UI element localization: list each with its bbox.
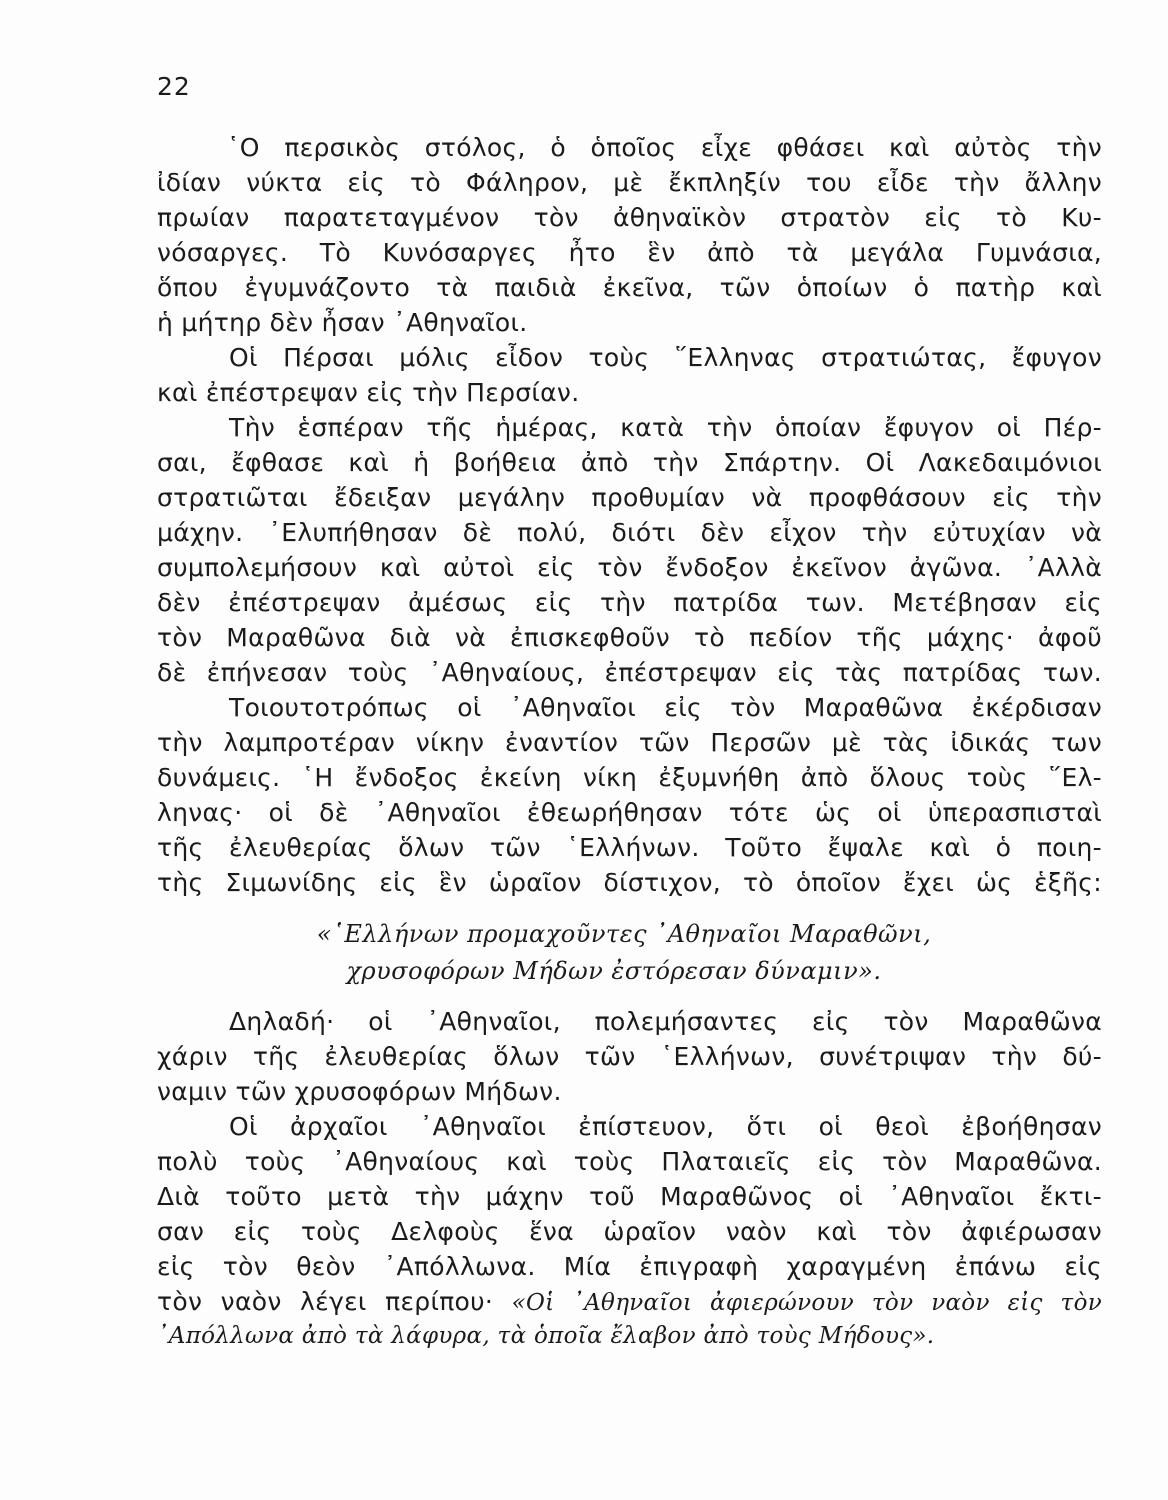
- text-line: Οἱ ἀρχαῖοι ᾿Αθηναῖοι ἐπίστευον, ὅτι οἱ θεοὶ ἐβοήθησαν: [229, 1112, 1102, 1141]
- text-line: σαν εἰς τοὺς Δελφοὺς ἕνα ὡραῖον ναὸν καὶ τὸν ἀφιέρωσαν: [157, 1217, 1102, 1246]
- verse-line-2: χρυσοφόρων Μήδων ἐστόρεσαν δύναμιν».: [346, 957, 882, 985]
- text-line: ὅπου ἐγυμνάζοντο τὰ παιδιὰ ἐκεῖνα, τῶν ὁποίων ὁ πατὴρ καὶ: [157, 273, 1102, 302]
- text-line: Δηλαδή· οἱ ᾿Αθηναῖοι, πολεμήσαντες εἰς τὸν Μαραθῶνα: [229, 1007, 1102, 1036]
- text-line: πολὺ τοὺς ᾿Αθηναίους καὶ τοὺς Πλαταιεῖς εἰς τὸν Μαραθῶνα.: [157, 1147, 1102, 1176]
- text-line: στρατιῶται ἔδειξαν μεγάλην προθυμίαν νὰ προφθάσουν εἰς τὴν: [157, 483, 1102, 512]
- text-line: μάχην. ᾿Ελυπήθησαν δὲ πολύ, διότι δὲν εἶχον τὴν εὐτυχίαν νὰ: [157, 518, 1102, 547]
- text-line: τὸν Μαραθῶνα διὰ νὰ ἐπισκεφθοῦν τὸ πεδίον τῆς μάχης· ἀφοῦ: [157, 623, 1102, 652]
- text-line: τὴς Σιμωνίδης εἰς ἓν ὡραῖον δίστιχον, τὸ ὁποῖον ἔχει ὡς ἑξῆς:: [157, 868, 1102, 897]
- text-line: δὲν ἐπέστρεψαν ἀμέσως εἰς τὴν πατρίδα των. Μετέβησαν εἰς: [157, 588, 1102, 617]
- text-line: Διὰ τοῦτο μετὰ τὴν μάχην τοῦ Μαραθῶνος οἱ ᾿Αθηναῖοι ἔκτι-: [157, 1182, 1102, 1211]
- text-line: νόσαργες. Τὸ Κυνόσαργες ἦτο ἓν ἀπὸ τὰ μεγάλα Γυμνάσια,: [157, 238, 1102, 267]
- quote-italic-start: «Οἱ ᾿Αθηναῖοι ἀφιερώνουν τὸν ναὸν εἰς τὸν: [511, 1290, 1102, 1316]
- verse-line-1: «῾Ελλήνων προμαχοῦντες ᾿Αθηναῖοι Μαραθῶνι,: [316, 920, 932, 948]
- text-line: ἡ μήτηρ δὲν ἦσαν ᾿Αθηναῖοι.: [157, 308, 528, 337]
- text-line: ληνας· οἱ δὲ ᾿Αθηναῖοι ἐθεωρήθησαν τότε ὡς οἱ ὑπερασπισταὶ: [157, 798, 1102, 827]
- text-line: χάριν τῆς ἐλευθερίας ὅλων τῶν ῾Ελλήνων, συνέτριψαν τὴν δύ-: [157, 1042, 1102, 1071]
- text-line-with-quote: [157, 1284, 1102, 1319]
- text-line: Οἱ Πέρσαι μόλις εἶδον τοὺς ῞Ελληνας στρατιώτας, ἔφυγον: [229, 343, 1102, 372]
- text-line: δὲ ἐπήνεσαν τοὺς ᾿Αθηναίους, ἐπέστρεψαν εἰς τὰς πατρίδας των.: [157, 658, 1102, 687]
- text-line: πρωίαν παρατεταγμένον τὸν ἀθηναϊκὸν στρατὸν εἰς τὸ Κυ-: [157, 203, 1102, 232]
- main-text-bottom: [157, 1004, 1102, 1354]
- quote-prefix: τὸν ναὸν λέγει περίπου·: [157, 1287, 494, 1316]
- text-line: σαι, ἔφθασε καὶ ἡ βοήθεια ἀπὸ τὴν Σπάρτην. Οἱ Λακεδαιμόνιοι: [157, 448, 1102, 477]
- text-line: δυνάμεις. ῾Η ἔνδοξος ἐκείνη νίκη ἐξυμνήθη ἀπὸ ὅλους τοὺς ῞Ελ-: [157, 763, 1102, 792]
- text-line: Τὴν ἑσπέραν τῆς ἡμέρας, κατὰ τὴν ὁποίαν ἔφυγον οἱ Πέρ-: [229, 413, 1102, 442]
- text-line: καὶ ἐπέστρεψαν εἰς τὴν Περσίαν.: [157, 378, 580, 407]
- quote-italic-end: ᾿Απόλλωνα ἀπὸ τὰ λάφυρα, τὰ ὁποῖα ἔλαβον ἀπὸ τοὺς Μήδους».: [157, 1323, 935, 1349]
- text-line: ἰδίαν νύκτα εἰς τὸ Φάληρον, μὲ ἔκπληξίν του εἶδε τὴν ἄλλην: [157, 168, 1102, 197]
- page-number: 22: [157, 72, 191, 101]
- text-line: εἰς τὸν θεὸν ᾿Απόλλωνα. Μία ἐπιγραφὴ χαραγμένη ἐπάνω εἰς: [157, 1252, 1102, 1281]
- text-line: συμπολεμήσουν καὶ αὐτοὶ εἰς τὸν ἔνδοξον ἐκεῖνον ἀγῶνα. ᾿Αλλὰ: [157, 553, 1102, 582]
- text-line: Τοιουτοτρόπως οἱ ᾿Αθηναῖοι εἰς τὸν Μαραθῶνα ἐκέρδισαν: [229, 693, 1102, 722]
- text-line: ναμιν τῶν χρυσοφόρων Μήδων.: [157, 1077, 562, 1106]
- main-text-top: [157, 130, 1102, 900]
- text-line: τὴν λαμπροτέραν νίκην ἐναντίον τῶν Περσῶν μὲ τὰς ἰδικάς των: [157, 728, 1102, 757]
- text-line: ῾Ο περσικὸς στόλος, ὁ ὁποῖος εἶχε φθάσει καὶ αὐτὸς τὴν: [227, 133, 1102, 162]
- text-line: τῆς ἐλευθερίας ὅλων τῶν ῾Ελλήνων. Τοῦτο ἔψαλε καὶ ὁ ποιη-: [157, 833, 1102, 862]
